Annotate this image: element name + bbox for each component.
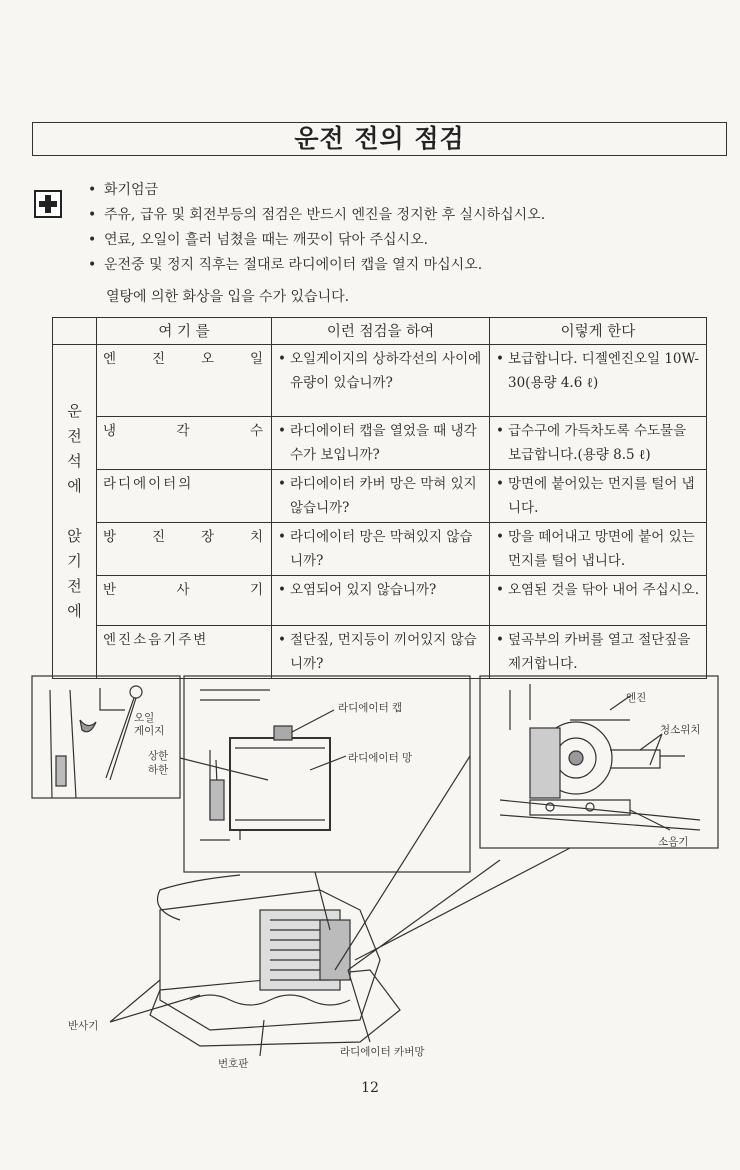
action-cell: • 망을 떼어내고 망면에 붙어 있는 먼지를 털어 냅니다. [490, 523, 707, 576]
header-action: 이렇게 한다 [490, 318, 707, 345]
label-lower: 하한 [148, 764, 169, 776]
label-oil-gauge: 오일 게이지 [134, 712, 165, 737]
check-cell: • 오일게이지의 상하각선의 사이에 유량이 있습니까? [272, 345, 490, 417]
label-radiator-net: 라디에이터 망 [348, 752, 413, 764]
label-reflector: 반사기 [68, 1020, 99, 1032]
caution-list [88, 178, 545, 278]
table-corner [53, 318, 97, 345]
label-muffler: 소음기 [658, 836, 689, 848]
action-cell: • 보급합니다. 디젤엔진오일 10W-30(용량 4.6 ℓ) [490, 345, 707, 417]
action-cell: • 망면에 붙어있는 먼지를 털어 냅니다. [490, 470, 707, 523]
place-cell: 라디에이터의 [97, 470, 272, 523]
page-number: 12 [361, 1080, 379, 1096]
place-cell: 엔 진 오 일 [97, 345, 272, 417]
caution-item: • 주유, 급유 및 회전부등의 점검은 반드시 엔진을 정지한 후 실시하십시오. [88, 203, 545, 228]
place-cell: 엔진소음기주변 [97, 626, 272, 679]
check-cell: • 절단짚, 먼지등이 끼어있지 않습니까? [272, 626, 490, 679]
label-cleaning-window: 청소위치 [660, 724, 701, 736]
label-engine: 엔진 [626, 692, 647, 704]
label-upper: 상한 [148, 750, 169, 762]
check-cell: • 라디에이터 망은 막혀있지 않습니까? [272, 523, 490, 576]
check-table [52, 317, 707, 679]
check-cell: • 라디에이터 카버 망은 막혀 있지 않습니까? [272, 470, 490, 523]
label-radiator-cap: 라디에이터 캡 [338, 702, 403, 714]
label-radiator-cover-net: 라디에이터 카버망 [340, 1046, 425, 1058]
page-title: 운전 전의 점검 [32, 122, 727, 156]
label-number-plate: 번호판 [218, 1058, 249, 1070]
inspection-illustration [30, 670, 730, 1090]
action-cell: • 덮곡부의 카버를 열고 절단짚을 제거합니다. [490, 626, 707, 679]
place-cell: 반 사 기 [97, 576, 272, 626]
place-cell: 냉 각 수 [97, 417, 272, 470]
header-place: 여 기 를 [97, 318, 272, 345]
action-cell: • 급수구에 가득차도록 수도물을 보급합니다.(용량 8.5 ℓ) [490, 417, 707, 470]
caution-item: • 화기엄금 [88, 178, 545, 203]
check-cell: • 라디에이터 캡을 열었을 때 냉각수가 보입니까? [272, 417, 490, 470]
first-aid-cross-icon [34, 190, 62, 218]
check-cell: • 오염되어 있지 않습니까? [272, 576, 490, 626]
header-check: 이런 점검을 하여 [272, 318, 490, 345]
action-cell: • 오염된 것을 닦아 내어 주십시오. [490, 576, 707, 626]
place-cell: 방 진 장 치 [97, 523, 272, 576]
caution-item: • 운전중 및 정지 직후는 절대로 라디에이터 캡을 열지 마십시오. [88, 253, 545, 278]
side-label: 운 전 석 에 앉 기 전 에 [53, 345, 97, 679]
caution-note: 열탕에 의한 화상을 입을 수가 있습니다. [106, 289, 350, 305]
caution-item: • 연료, 오일이 흘러 넘쳤을 때는 깨끗이 닦아 주십시오. [88, 228, 545, 253]
